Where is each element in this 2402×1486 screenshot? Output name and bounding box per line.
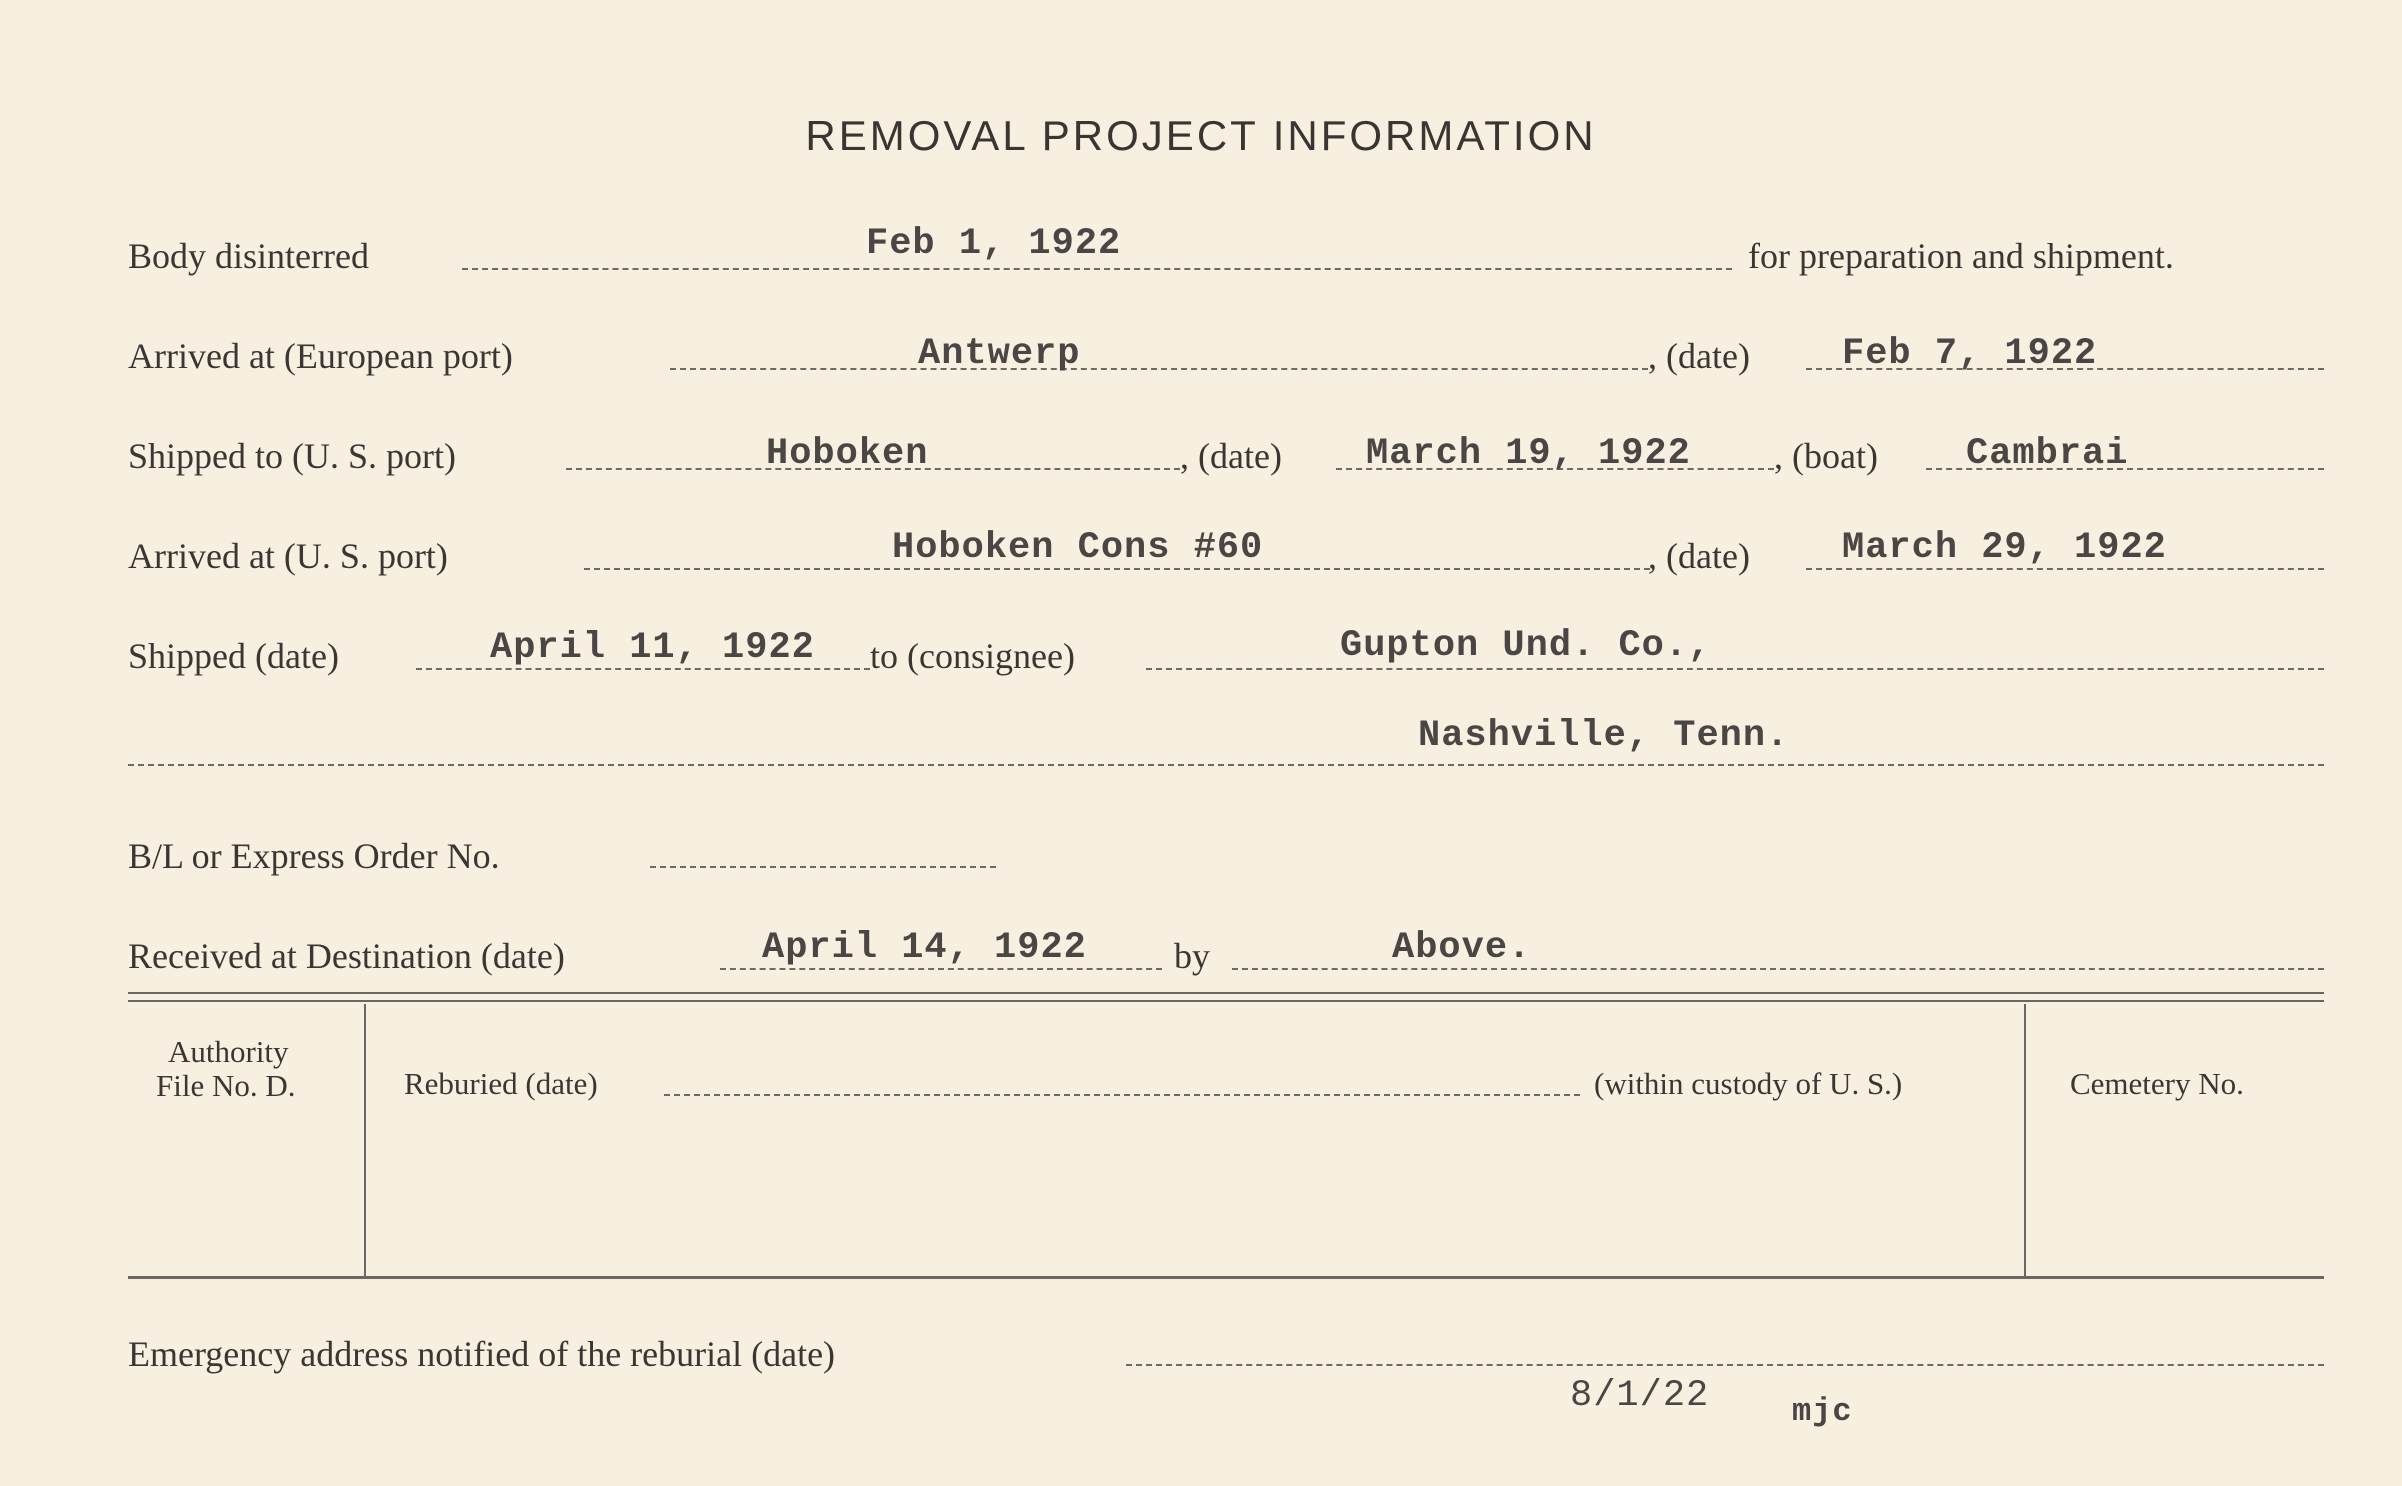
disinterred-value: Feb 1, 1922 [866, 223, 1122, 265]
authority-label-1: Authority [168, 1034, 289, 1069]
footer-initials: mjc [1792, 1393, 1853, 1430]
consignee-value: Gupton Und. Co., [1340, 625, 1712, 667]
arrived-us-label: Arrived at (U. S. port) [128, 536, 448, 576]
table-top-rule-2 [128, 1000, 2324, 1002]
consignee-value-2: Nashville, Tenn. [1418, 715, 1790, 757]
table-divider-1 [364, 1004, 366, 1276]
reburied-line [664, 1094, 1580, 1096]
received-value: April 14, 1922 [762, 927, 1087, 969]
arrived-europe-value: Antwerp [918, 333, 1081, 375]
bl-label: B/L or Express Order No. [128, 836, 500, 876]
consignee-line [1146, 668, 2324, 670]
cemetery-label: Cemetery No. [2070, 1066, 2244, 1101]
shipped-us-date-label: , (date) [1180, 436, 1282, 476]
arrived-us-date-label: , (date) [1648, 536, 1750, 576]
received-by-label: by [1174, 936, 1210, 976]
emergency-label: Emergency address notified of the reburial (date) [128, 1334, 836, 1374]
received-by-value: Above. [1392, 927, 1532, 969]
reburied-label: Reburied (date) [404, 1066, 598, 1101]
shipped-date-label: Shipped (date) [128, 636, 339, 676]
arrived-europe-date-label: , (date) [1648, 336, 1750, 376]
card-title: REMOVAL PROJECT INFORMATION [805, 112, 1597, 159]
table-bottom-rule [128, 1276, 2324, 1279]
disinterred-line [462, 268, 1732, 270]
disinterred-suffix: for preparation and shipment. [1748, 236, 2174, 276]
shipped-us-date-value: March 19, 1922 [1366, 433, 1691, 475]
arrived-us-value: Hoboken Cons #60 [892, 527, 1264, 569]
arrived-europe-date-value: Feb 7, 1922 [1842, 333, 2098, 375]
shipped-us-boat-label: , (boat) [1774, 436, 1878, 476]
shipped-us-label: Shipped to (U. S. port) [128, 436, 456, 476]
arrived-us-date-value: March 29, 1922 [1842, 527, 2167, 569]
arrived-europe-line [670, 368, 1648, 370]
custody-label: (within custody of U. S.) [1594, 1066, 1903, 1101]
shipped-date-value: April 11, 1922 [490, 627, 815, 669]
shipped-us-value: Hoboken [766, 433, 929, 475]
shipped-us-boat-value: Cambrai [1966, 433, 2129, 475]
arrived-europe-label: Arrived at (European port) [128, 336, 513, 376]
consignee-line-2 [128, 764, 2324, 766]
emergency-line [1126, 1364, 2324, 1366]
consignee-label: to (consignee) [870, 636, 1075, 676]
table-divider-2 [2024, 1004, 2026, 1276]
footer-date: 8/1/22 [1570, 1375, 1710, 1417]
table-top-rule [128, 992, 2324, 994]
bl-line [650, 866, 996, 868]
received-label: Received at Destination (date) [128, 936, 565, 976]
disinterred-label: Body disinterred [128, 236, 369, 276]
authority-label-2: File No. D. [156, 1068, 296, 1103]
